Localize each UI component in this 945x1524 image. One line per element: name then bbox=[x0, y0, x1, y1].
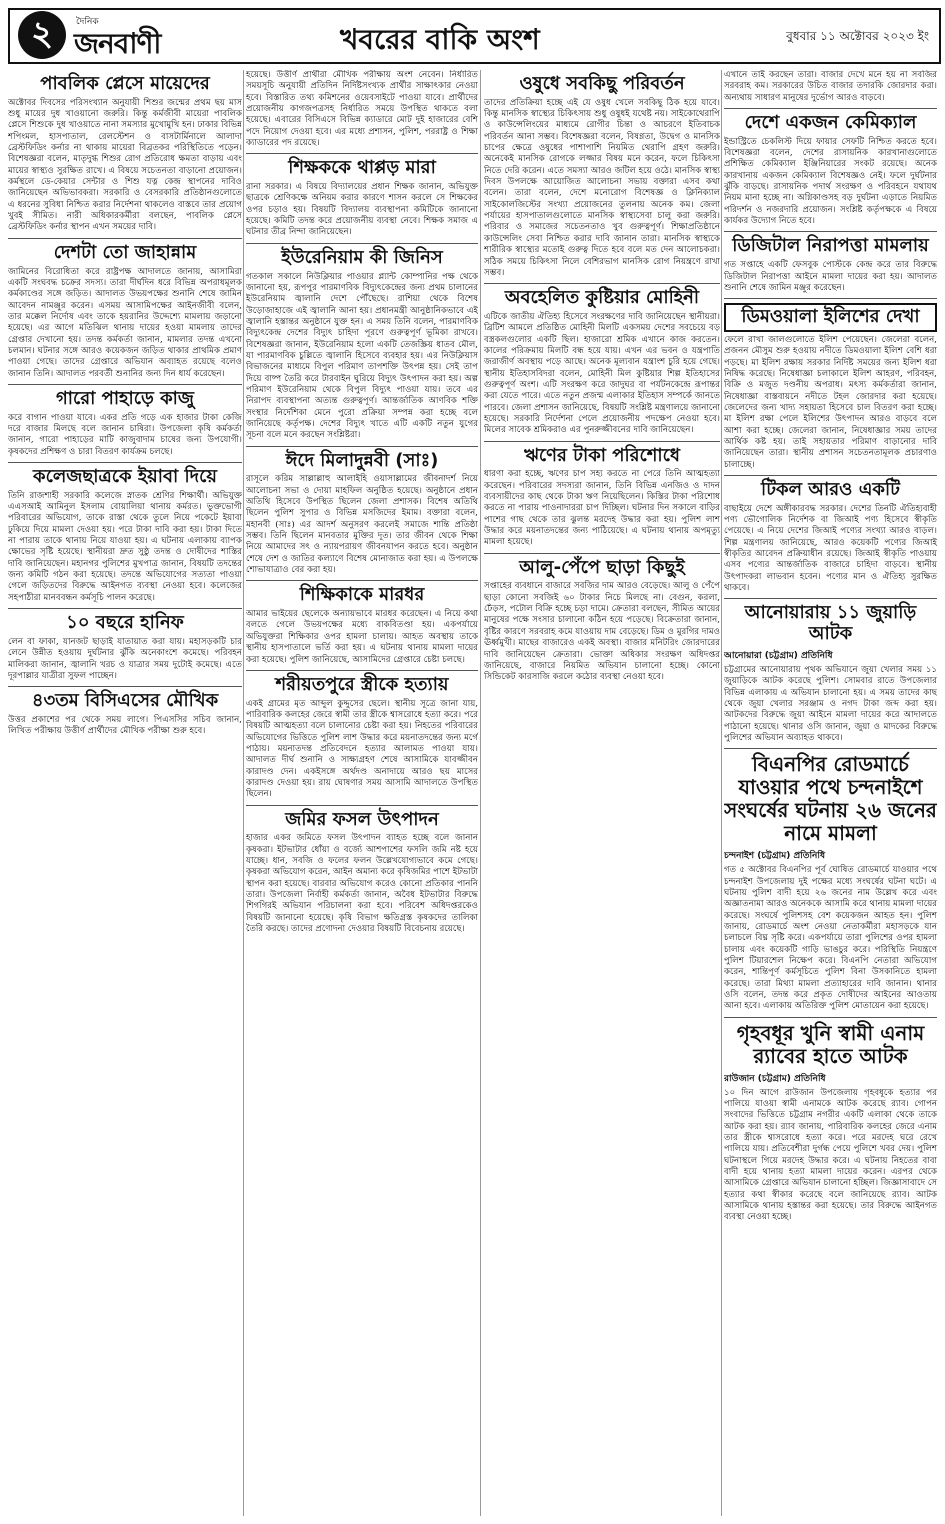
story-headline: দেশে একজন কেমিক্যাল bbox=[744, 112, 917, 134]
column-rule bbox=[243, 70, 244, 1516]
divider bbox=[246, 153, 478, 154]
story bbox=[8, 389, 242, 458]
divider bbox=[8, 608, 242, 609]
column-2 bbox=[246, 70, 478, 1516]
story-body: জামিনের বিরোধিতা করে রাষ্ট্রপক্ষ আদালতে জানায়, আসামিরা একটি সংঘবদ্ধ চক্রের সদস্য। তারা দীর্ঘদিন ধরে বিভিন্ন অপরাধমূলক কর্মকাণ্ডের সঙ্গে জড়িত। আদালত উভয়পক্ষের শুনানি শেষে জামিন আবেদন নামঞ্জুর করেন। এসময় আসামিপক্ষের আইনজীবী বলেন, তার মক্কেল নির্দোষ এবং তাকে হয়রানির উদ্দেশ্যে মামলায় জড়ানো হয়েছে। এর আগে মতিঝিল থানায় দায়ের হওয়া মামলায় তাদের গ্রেপ্তার দেখানো হয়। তদন্ত কর্মকর্তা জানান, মামলার তদন্ত এখনো চলমান। ঘটনার সঙ্গে আরও কয়েকজন জড়িত থাকার প্রাথমিক প্রমাণ পাওয়া গেছে। তাদের গ্রেপ্তারে অভিযান অব্যাহত রয়েছে বলেও জানান তিনি। আদালত পরবর্তী শুনানির জন্য দিন ধার্য করেছেন। bbox=[8, 266, 242, 379]
story bbox=[8, 467, 242, 604]
story bbox=[484, 446, 720, 549]
column-rule bbox=[480, 70, 481, 1516]
story-byline: চন্দনাইশ (চট্টগ্রাম) প্রতিনিধি bbox=[724, 851, 826, 862]
story bbox=[8, 74, 242, 234]
story bbox=[724, 1022, 937, 1224]
story bbox=[724, 480, 937, 594]
divider bbox=[246, 243, 478, 244]
story-headline: ঋণের টাকা পরিশোধে bbox=[524, 444, 680, 466]
divider bbox=[246, 446, 478, 447]
story-headline: শিক্ষককে থাপ্পড় মারা bbox=[288, 157, 436, 179]
story bbox=[724, 303, 937, 471]
divider bbox=[484, 553, 720, 554]
story bbox=[246, 675, 478, 801]
divider bbox=[724, 475, 937, 476]
story-headline: ডিজিটাল নিরাপত্তা মামলায় bbox=[732, 235, 929, 257]
paper-name: জনবাণী bbox=[74, 27, 161, 60]
story-body: করে বাগান পাওয়া যাবে। একর প্রতি গড়ে এক হাজার টাকা কেজি দরে বাজার মিলছে বলে জানান চাষিরা। উপজেলা কৃষি কর্মকর্তা জানান, গারো পাহাড়ের মাটি কাজুবাদাম চাষের জন্য উপযোগী। কৃষকদের প্রশিক্ষণ ও চারা বিতরণ কার্যক্রম চলছে। bbox=[8, 412, 242, 457]
story bbox=[246, 810, 478, 936]
story-body: রাসূলে করিম সাল্লাল্লাহু আলাইহি ওয়াসাল্লামের জীবনাদর্শ নিয়ে আলোচনা সভা ও দোয়া মাহফিল অনুষ্ঠিত হয়েছে। অনুষ্ঠানে প্রধান অতিথি হিসেবে উপস্থিত ছিলেন জেলা প্রশাসক। বিশেষ অতিথি ছিলেন পুলিশ সুপার ও বিভিন্ন মসজিদের ইমাম। বক্তারা বলেন, মহানবী (সাঃ) এর আদর্শ অনুসরণ করলেই সমাজে শান্তি প্রতিষ্ঠা সম্ভব। তিনি ছিলেন মানবতার মুক্তির দূত। তার জীবন থেকে শিক্ষা নিয়ে আমাদের সৎ ও ন্যায়পরায়ণ জীবনযাপন করতে হবে। অনুষ্ঠান শেষে দেশ ও জাতির কল্যাণে বিশেষ মোনাজাত করা হয়। এ উপলক্ষে শোভাযাত্রাও বের করা হয়। bbox=[246, 474, 478, 576]
story-body: ফেলে রাখা জালগুলোতে ইলিশ পেয়েছেন। জেলেরা বলেন, প্রজনন মৌসুম শুরু হওয়ায় নদীতে ডিমওয়ালা ইলিশ বেশি ধরা পড়ছে। মা ইলিশ রক্ষায় সরকার নির্দিষ্ট সময়ের জন্য ইলিশ ধরা নিষিদ্ধ করেছে। নিষেধাজ্ঞা চলাকালে ইলিশ আহরণ, পরিবহন, বিক্রি ও মজুত দণ্ডনীয় অপরাধ। মৎস্য কর্মকর্তারা জানান, নিষেধাজ্ঞা বাস্তবায়নে নদীতে টহল জোরদার করা হয়েছে। জেলেদের জন্য খাদ্য সহায়তা হিসেবে চাল বিতরণ করা হচ্ছে। মা ইলিশ রক্ষা পেলে ইলিশের উৎপাদন আরও বাড়বে বলে আশা করা হচ্ছে। জেলেরা জানান, নিষেধাজ্ঞার সময় তাদের আর্থিক কষ্ট হয়। তাই সহায়তার পরিমাণ বাড়ানোর দাবি জানিয়েছেন তারা। স্থানীয় প্রশাসন সচেতনতামূলক প্রচারণাও চালাচ্ছে। bbox=[724, 334, 937, 470]
divider bbox=[724, 298, 937, 299]
story-headline: কলেজছাত্রকে ইয়াবা দিয়ে bbox=[33, 466, 217, 487]
story-headline: ওষুধে সবকিছু পরিবর্তন bbox=[519, 73, 685, 94]
column-rule bbox=[721, 70, 722, 1516]
story-headline: শরীয়তপুরে স্ত্রীকে হত্যায় bbox=[275, 673, 449, 695]
story-body: সপ্তাহের ব্যবধানে বাজারে সবজির দাম আরও বেড়েছে। আলু ও পেঁপে ছাড়া কোনো সবজিই ৬০ টাকার নিচে মিলছে না। বেগুন, করলা, ঢেঁড়স, পটোল বিক্রি হচ্ছে চড়া দামে। ক্রেতারা বলছেন, সীমিত আয়ের মানুষের পক্ষে সংসার চালানো কঠিন হয়ে পড়েছে। বিক্রেতারা জানান, বৃষ্টির কারণে সরবরাহ কমে যাওয়ায় দাম বেড়েছে। ডিম ও মুরগির দামও ঊর্ধ্বমুখী। মাছের বাজারেও একই অবস্থা। বাজার মনিটরিং জোরদারের দাবি জানিয়েছেন ক্রেতারা। ভোক্তা অধিকার সংরক্ষণ অধিদপ্তর জানিয়েছে, বাজারে নিয়মিত অভিযান চালানো হচ্ছে। কোনো সিন্ডিকেট কারসাজি করলে কঠোর ব্যবস্থা নেওয়া হবে। bbox=[484, 581, 720, 683]
newspaper-logo bbox=[10, 10, 160, 62]
story-body: গত সপ্তাহে একটি ফেসবুক পোস্টকে কেন্দ্র করে তার বিরুদ্ধে ডিজিটাল নিরাপত্তা আইনে মামলা দায়ের করা হয়। আদালত শুনানি শেষে জামিন মঞ্জুর করেছেন। bbox=[724, 260, 937, 293]
story-body: চট্টগ্রামের আনোয়ারায় পৃথক অভিযানে জুয়া খেলার সময় ১১ জুয়াড়িকে আটক করেছে পুলিশ। সোমবার রাতে উপজেলার বিভিন্ন এলাকায় এ অভিযান চালানো হয়। এ সময় তাদের কাছ থেকে জুয়া খেলার সরঞ্জাম ও নগদ টাকা জব্দ করা হয়। আটকদের বিরুদ্ধে জুয়া আইনে মামলা দায়ের করে আদালতে পাঠানো হয়েছে। থানার ওসি জানান, জুয়া ও মাদকের বিরুদ্ধে পুলিশের অভিযান অব্যাহত থাকবে। bbox=[724, 664, 937, 743]
story-body: গতকাল সকালে নিউক্লিয়ার পাওয়ার প্ল্যান্ট কোম্পানির পক্ষ থেকে জানানো হয়, রূপপুর পারমাণবিক বিদ্যুৎকেন্দ্রের জন্য প্রথম চালানের ইউরেনিয়াম জ্বালানি দেশে পৌঁছেছে। রাশিয়া থেকে বিশেষ উড়োজাহাজে এই জ্বালানি আনা হয়। প্রধানমন্ত্রী আনুষ্ঠানিকভাবে এই জ্বালানি হস্তান্তর অনুষ্ঠানে যুক্ত হন। এ সময় তিনি বলেন, পারমাণবিক বিদ্যুৎকেন্দ্র দেশের বিদ্যুৎ চাহিদা পূরণে গুরুত্বপূর্ণ ভূমিকা রাখবে। বিশেষজ্ঞরা জানান, ইউরেনিয়াম হলো একটি তেজস্ক্রিয় ধাতব মৌল, যা পারমাণবিক চুল্লিতে জ্বালানি হিসেবে ব্যবহার হয়। এর নিউক্লিয়াস বিভাজনের মাধ্যমে বিপুল পরিমাণ তাপশক্তি উৎপন্ন হয়। সেই তাপ দিয়ে বাষ্প তৈরি করে টারবাইন ঘুরিয়ে বিদ্যুৎ উৎপাদন করা হয়। অল্প পরিমাণ ইউরেনিয়াম থেকে বিপুল বিদ্যুৎ পাওয়া যায়। তবে এর নিরাপদ ব্যবস্থাপনা অত্যন্ত গুরুত্বপূর্ণ। আন্তর্জাতিক আণবিক শক্তি সংস্থার নির্দেশিকা মেনে পুরো প্রক্রিয়া সম্পন্ন করা হচ্ছে বলে জানিয়েছে কর্তৃপক্ষ। দেশের বিদ্যুৎ খাতে এটি একটি নতুন যুগের সূচনা বলে মনে করছেন সংশ্লিষ্টরা। bbox=[246, 271, 478, 441]
story-body: এখানে তাই করছেন তারা। বাজার দেখে মনে হয় না সবজির সরবরাহ কম। সরকারের উচিত বাজার তদারকি জোরদার করা। অন্যথায় সাধারণ মানুষের দুর্ভোগ আরও বাড়বে। bbox=[724, 70, 937, 103]
column-4 bbox=[724, 70, 937, 1516]
story-body: তাদের প্রতিক্রিয়া হচ্ছে এই যে ওষুধ খেলে সবকিছু ঠিক হয়ে যাবে। কিন্তু মানসিক স্বাস্থ্যের চিকিৎসায় শুধু ওষুধই যথেষ্ট নয়। সাইকোথেরাপি ও কাউন্সেলিংয়ের মাধ্যমে রোগীর চিন্তা ও আচরণে ইতিবাচক পরিবর্তন আনা সম্ভব। বিশেষজ্ঞরা বলেন, বিষণ্ণতা, উদ্বেগ ও মানসিক চাপের ক্ষেত্রে ওষুধের পাশাপাশি নিয়মিত থেরাপি গ্রহণ জরুরি। অনেকেই মানসিক রোগকে লজ্জার বিষয় মনে করেন, ফলে চিকিৎসা নিতে দেরি করেন। এতে সমস্যা আরও জটিল হয়ে ওঠে। মানসিক স্বাস্থ্য দিবস উপলক্ষে আয়োজিত আলোচনা সভায় বক্তারা এসব কথা বলেন। তারা বলেন, দেশে মনোরোগ বিশেষজ্ঞ ও ক্লিনিক্যাল সাইকোলজিস্টের সংখ্যা প্রয়োজনের তুলনায় অনেক কম। জেলা পর্যায়ের হাসপাতালগুলোতে মানসিক স্বাস্থ্যসেবা চালু করা জরুরি। পরিবার ও সমাজের সচেতনতাও খুব গুরুত্বপূর্ণ। শিক্ষাপ্রতিষ্ঠানে কাউন্সেলিং সেবা নিশ্চিত করার দাবি জানান তারা। মানসিক স্বাস্থ্যকে শারীরিক স্বাস্থ্যের মতোই গুরুত্ব দিতে হবে বলে মত দেন আলোচকরা। সঠিক সময়ে চিকিৎসা নিলে বেশিরভাগ মানসিক রোগ নিয়ন্ত্রণে রাখা সম্ভব। bbox=[484, 97, 720, 278]
story bbox=[484, 288, 720, 436]
story bbox=[484, 558, 720, 684]
story bbox=[724, 113, 937, 227]
story bbox=[246, 248, 478, 442]
story-headline: ইউরেনিয়াম কী জিনিস bbox=[281, 246, 443, 268]
divider bbox=[8, 462, 242, 463]
story-body: ধারণা করা হচ্ছে, ঋণের চাপ সহ্য করতে না পেরে তিনি আত্মহত্যা করেছেন। পরিবারের সদস্যরা জানান, তিনি বিভিন্ন এনজিও ও দাদন ব্যবসায়ীদের কাছ থেকে টাকা ঋণ নিয়েছিলেন। কিস্তির টাকা পরিশোধ করতে না পারায় পাওনাদাররা চাপ দিচ্ছিল। ঘটনার দিন সকালে বাড়ির পাশের গাছ থেকে তার ঝুলন্ত মরদেহ উদ্ধার করা হয়। পুলিশ লাশ উদ্ধার করে ময়নাতদন্তের জন্য পাঠিয়েছে। এ ঘটনায় থানায় অপমৃত্যু মামলা হয়েছে। bbox=[484, 469, 720, 548]
story-body: গত ৫ অক্টোবর বিএনপির পূর্ব ঘোষিত রোডমার্চে যাওয়ার পথে চন্দনাইশ উপজেলায় দুই পক্ষের মধ্যে সংঘর্ষের ঘটনা ঘটে। এ ঘটনায় পুলিশ বাদী হয়ে ২৬ জনের নাম উল্লেখ করে এবং অজ্ঞাতনামা আরও অনেককে আসামি করে থানায় মামলা দায়ের করেছে। সংঘর্ষে পুলিশসহ বেশ কয়েকজন আহত হন। পুলিশ জানায়, রোডমার্চে অংশ নেওয়া নেতাকর্মীরা মহাসড়কে যান চলাচলে বিঘ্ন সৃষ্টি করে। একপর্যায়ে তারা পুলিশের ওপর হামলা চালায় এবং কয়েকটি গাড়ি ভাঙচুর করে। পরিস্থিতি নিয়ন্ত্রণে পুলিশ টিয়ারশেল নিক্ষেপ করে। বিএনপি নেতারা অভিযোগ করেন, শান্তিপূর্ণ কর্মসূচিতে পুলিশ বিনা উসকানিতে হামলা করেছে। তারা মিথ্যা মামলা প্রত্যাহারের দাবি জানান। থানার ওসি বলেন, তদন্ত করে প্রকৃত দোষীদের আইনের আওতায় আনা হবে। এলাকায় অতিরিক্ত পুলিশ মোতায়েন করা হয়েছে। bbox=[724, 865, 937, 1012]
story-headline: আনোয়ারায় ১১ জুয়াড়ি আটক bbox=[744, 602, 917, 645]
story-byline: আনোয়ারা (চট্টগ্রাম) প্রতিনিধি bbox=[724, 650, 833, 661]
story-body: ১০ দিন আগে রাউজান উপজেলায় গৃহবধূকে হত্যার পর পালিয়ে যাওয়া স্বামী এনামকে আটক করেছে র‌্যাব। গোপন সংবাদের ভিত্তিতে চট্টগ্রাম নগরীর একটি এলাকা থেকে তাকে আটক করা হয়। র‌্যাব জানায়, পারিবারিক কলহের জেরে এনাম তার স্ত্রীকে শ্বাসরোধে হত্যা করে। পরে মরদেহ ঘরে রেখে পালিয়ে যায়। প্রতিবেশীরা দুর্গন্ধ পেয়ে পুলিশে খবর দেয়। পুলিশ ঘটনাস্থলে গিয়ে মরদেহ উদ্ধার করে। এ ঘটনায় নিহতের বাবা বাদী হয়ে থানায় হত্যা মামলা দায়ের করেন। এরপর থেকে আসামিকে গ্রেপ্তারে অভিযান চালানো হচ্ছিল। জিজ্ঞাসাবাদে সে হত্যার কথা স্বীকার করেছে বলে জানিয়েছে র‌্যাব। আটক আসামিকে থানায় হস্তান্তর করা হয়েছে। তার বিরুদ্ধে আইনগত ব্যবস্থা নেওয়া হচ্ছে। bbox=[724, 1087, 937, 1223]
story-byline: রাউজান (চট্টগ্রাম) প্রতিনিধি bbox=[724, 1073, 826, 1084]
story bbox=[724, 753, 937, 1012]
divider bbox=[246, 805, 478, 806]
story bbox=[724, 603, 937, 744]
divider bbox=[246, 670, 478, 671]
story-body: ইন্ডাস্ট্রিতে চেকলিস্ট দিয়ে ফায়ার সেফটি নিশ্চিত করতে হবে। বিশেষজ্ঞরা বলেন, দেশের রাসায়নিক কারখানাগুলোতে প্রশিক্ষিত কেমিক্যাল ইঞ্জিনিয়ারের সংকট রয়েছে। অনেক কারখানায় একজন কেমিক্যাল বিশেষজ্ঞও নেই। ফলে দুর্ঘটনার ঝুঁকি বাড়ছে। রাসায়নিক পদার্থ সংরক্ষণ ও পরিবহনে যথাযথ নিয়ম মানা হচ্ছে না। অগ্নিকাণ্ডসহ বড় দুর্ঘটনা এড়াতে নিয়মিত পরিদর্শন ও নজরদারি প্রয়োজন। সংশ্লিষ্ট কর্তৃপক্ষকে এ বিষয়ে কার্যকর উদ্যোগ নিতে হবে। bbox=[724, 136, 937, 227]
story bbox=[724, 236, 937, 294]
story bbox=[246, 158, 478, 238]
story-headline: আলু-পেঁপে ছাড়া কিছুই bbox=[519, 556, 685, 578]
story-body: উত্তর প্রকাশের পর থেকে সময় লাগে। পিএসসির সচিব জানান, লিখিত পরীক্ষায় উত্তীর্ণ প্রার্থীদের মৌখিক পরীক্ষা শুরু হবে। bbox=[8, 714, 242, 737]
story-body: রানা সরকার। এ বিষয়ে বিদ্যালয়ের প্রধান শিক্ষক জানান, অভিযুক্ত ছাত্রকে শ্রেণিকক্ষে অনিয়ম করার কারণে শাসন করলে সে শিক্ষকের ওপর চড়াও হয়। বিষয়টি বিদ্যালয় ব্যবস্থাপনা কমিটিকে জানানো হয়েছে। কমিটি তদন্ত করে প্রয়োজনীয় ব্যবস্থা নেবে। শিক্ষক সমাজ এ ঘটনার তীব্র নিন্দা জানিয়েছেন। bbox=[246, 182, 478, 238]
column-3 bbox=[484, 70, 720, 1516]
story bbox=[246, 585, 478, 665]
divider bbox=[724, 748, 937, 749]
story bbox=[246, 451, 478, 577]
story bbox=[246, 70, 478, 149]
story-headline: গৃহবধূর খুনি স্বামী এনাম র‌্যাবের হাতে আটক bbox=[736, 1020, 925, 1068]
story-headline: শিক্ষিকাকে মারধর bbox=[299, 584, 425, 606]
story-headline: জমির ফসল উৎপাদন bbox=[285, 808, 439, 830]
story-headline: অবহেলিত কুষ্টিয়ার মোহিনী bbox=[504, 287, 700, 309]
story-body: এটিকে জাতীয় ঐতিহ্য হিসেবে সংরক্ষণের দাবি জানিয়েছেন স্থানীয়রা। ব্রিটিশ আমলে প্রতিষ্ঠিত মোহিনী মিলটি একসময় দেশের সবচেয়ে বড় বস্ত্রকলগুলোর একটি ছিল। হাজারো শ্রমিক এখানে কাজ করতেন। কালের পরিক্রমায় মিলটি বন্ধ হয়ে যায়। এখন এর ভবন ও যন্ত্রপাতি জরাজীর্ণ অবস্থায় পড়ে আছে। অনেক মূল্যবান যন্ত্রাংশ চুরি হয়ে গেছে। স্থানীয় ইতিহাসবিদরা বলেন, মোহিনী মিল কুষ্টিয়ার শিল্প ইতিহাসের গুরুত্বপূর্ণ অংশ। এটি সংরক্ষণ করে জাদুঘর বা পর্যটনকেন্দ্রে রূপান্তর করা যেতে পারে। এতে নতুন প্রজন্ম এলাকার ইতিহাস সম্পর্কে জানতে পারবে। জেলা প্রশাসন জানিয়েছে, বিষয়টি সংশ্লিষ্ট মন্ত্রণালয়ে জানানো হয়েছে। সরকারি নির্দেশনা পেলে প্রয়োজনীয় পদক্ষেপ নেওয়া হবে। মিলের সাবেক শ্রমিকরাও এর পুনরুজ্জীবনের দাবি জানিয়েছেন। bbox=[484, 311, 720, 436]
story bbox=[724, 70, 937, 104]
story-headline: গারো পাহাড়ে কাজু bbox=[55, 387, 195, 409]
divider bbox=[724, 1017, 937, 1018]
story-headline: দেশটা তো জাহান্নাম bbox=[53, 241, 197, 263]
divider bbox=[724, 108, 937, 109]
story bbox=[8, 613, 242, 682]
divider bbox=[246, 580, 478, 581]
divider bbox=[724, 598, 937, 599]
column-1 bbox=[8, 70, 242, 1516]
divider bbox=[8, 384, 242, 385]
masthead bbox=[8, 8, 941, 64]
paper-daily-label: দৈনিক bbox=[76, 17, 99, 27]
divider bbox=[8, 238, 242, 239]
story-body: আমার ভাইয়ের ছেলেকে অন্যায়ভাবে মারধর করেছেন। এ নিয়ে কথা বলতে গেলে উভয়পক্ষের মধ্যে বাকবিতণ্ডা হয়। একপর্যায়ে অভিযুক্তরা শিক্ষিকার ওপর হামলা চালায়। আহত অবস্থায় তাকে স্থানীয় হাসপাতালে ভর্তি করা হয়। এ ঘটনায় থানায় মামলা দায়ের করা হয়েছে। পুলিশ জানিয়েছে, আসামিদের গ্রেপ্তারে চেষ্টা চলছে। bbox=[246, 609, 478, 665]
story-body: অক্টোবর দিবসের পরিসংখ্যান অনুযায়ী শিশুর জন্মের প্রথম ছয় মাস শুধু মায়ের দুধ খাওয়ানো জরুরি। কিন্তু কর্মজীবী মায়েরা পাবলিক প্লেসে শিশুকে দুধ খাওয়াতে নানা সমস্যার মুখোমুখি হন। ঢাকার বিভিন্ন শপিংমল, হাসপাতাল, রেলস্টেশন ও বাসটার্মিনালে আলাদা ব্রেস্টফিডিং কর্নার না থাকায় মায়েরা বিব্রতকর পরিস্থিতিতে পড়েন। বিশেষজ্ঞরা বলেন, মাতৃদুগ্ধ শিশুর রোগ প্রতিরোধ ক্ষমতা বাড়ায় এবং মায়ের স্বাস্থ্যও সুরক্ষিত রাখে। এ বিষয়ে সচেতনতা বাড়ানো প্রয়োজন। কর্মস্থলে ডে-কেয়ার সেন্টার ও শিশু যত্ন কেন্দ্র স্থাপনের দাবিও জানিয়েছেন অভিভাবকরা। সরকারি ও বেসরকারি প্রতিষ্ঠানগুলোতে এ ধরনের সুবিধা নিশ্চিত করার নির্দেশনা থাকলেও বাস্তবে তার প্রয়োগ খুবই সীমিত। নারী অধিকারকর্মীরা বলছেন, পাবলিক প্লেসে ব্রেস্টফিডিং কর্নার স্থাপন এখন সময়ের দাবি। bbox=[8, 97, 242, 233]
section-title: খবরের বাকি অংশ bbox=[340, 23, 540, 56]
story-headline: ডিমওয়ালা ইলিশের দেখা bbox=[724, 303, 937, 332]
divider bbox=[724, 231, 937, 232]
story-headline: বিএনপির রোডমার্চে যাওয়ার পথে চন্দনাইশে সংঘর্ষের ঘটনায় ২৬ জনের নামে মামলা bbox=[724, 752, 937, 846]
story-headline: ১০ বছরে হানিফ bbox=[66, 612, 184, 634]
divider bbox=[8, 686, 242, 687]
divider bbox=[484, 441, 720, 442]
story-headline: পাবলিক প্লেসে মায়েদের bbox=[40, 73, 210, 94]
story-headline: ৪৩তম বিসিএসের মৌখিক bbox=[31, 690, 219, 712]
story bbox=[8, 243, 242, 380]
story bbox=[484, 74, 720, 279]
story-body: বাছাইয়ে দেশে অঙ্গীকারবদ্ধ সরকার। দেশের তিনটি ঐতিহ্যবাহী পণ্য ভৌগোলিক নির্দেশক বা জিআই পণ্য হিসেবে স্বীকৃতি পেয়েছে। এ নিয়ে দেশের জিআই পণ্যের সংখ্যা আরও বাড়ল। শিল্প মন্ত্রণালয় জানিয়েছে, আরও কয়েকটি পণ্যের জিআই স্বীকৃতির আবেদন প্রক্রিয়াধীন রয়েছে। জিআই স্বীকৃতি পাওয়ায় এসব পণ্যের আন্তর্জাতিক বাজারে চাহিদা বাড়বে। স্থানীয় উৎপাদকরা লাভবান হবেন। পণ্যের মান ও ঐতিহ্য সুরক্ষিত থাকবে। bbox=[724, 503, 937, 594]
story-body: একই গ্রামের মৃত আব্দুল কুদ্দুসের ছেলে। স্থানীয় সূত্রে জানা যায়, পারিবারিক কলহের জেরে স্বামী তার স্ত্রীকে শ্বাসরোধে হত্যা করে। পরে বিষয়টি আত্মহত্যা বলে চালানোর চেষ্টা করা হয়। নিহতের পরিবারের অভিযোগের ভিত্তিতে পুলিশ লাশ উদ্ধার করে ময়নাতদন্তের জন্য মর্গে পাঠায়। ময়নাতদন্ত প্রতিবেদনে হত্যার আলামত পাওয়া যায়। আদালত দীর্ঘ শুনানি ও সাক্ষ্যগ্রহণ শেষে আসামিকে যাবজ্জীবন কারাদণ্ড দেন। একইসঙ্গে অর্থদণ্ড অনাদায়ে আরও ছয় মাসের কারাদণ্ড দেওয়া হয়। রায় ঘোষণার সময় আসামি আদালতে উপস্থিত ছিলেন। bbox=[246, 698, 478, 800]
story-headline: ঈদে মিলাদুন্নবী (সাঃ) bbox=[285, 449, 439, 471]
story-body: হয়েছে। উত্তীর্ণ প্রার্থীরা মৌখিক পরীক্ষায় অংশ নেবেন। নির্ধারিত সময়সূচি অনুযায়ী প্রতিদিন নির্দিষ্টসংখ্যক প্রার্থীর সাক্ষাৎকার নেওয়া হবে। বিস্তারিত তথ্য কমিশনের ওয়েবসাইটে পাওয়া যাবে। প্রার্থীদের প্রয়োজনীয় কাগজপত্রসহ নির্ধারিত সময়ে উপস্থিত থাকতে বলা হয়েছে। এবারের বিসিএসে বিভিন্ন ক্যাডারে মোট দুই হাজারের বেশি পদে নিয়োগ দেওয়া হবে। এর মধ্যে প্রশাসন, পুলিশ, পররাষ্ট্র ও শিক্ষা ক্যাডারের পদ রয়েছে। bbox=[246, 70, 478, 149]
issue-date: বুধবার ১১ অক্টোবর ২০২৩ ইং bbox=[786, 29, 929, 43]
story-body: হাজার একর জমিতে ফসল উৎপাদন ব্যাহত হচ্ছে বলে জানান কৃষকরা। ইটভাটার ধোঁয়া ও বর্জ্যে আশপাশের ফসলি জমি নষ্ট হয়ে যাচ্ছে। ধান, সবজি ও ফলের ফলন উল্লেখযোগ্যভাবে কমে গেছে। কৃষকরা অভিযোগ করেন, আইন অমান্য করে কৃষিজমির পাশে ইটভাটা স্থাপন করা হয়েছে। বারবার অভিযোগ করেও কোনো প্রতিকার পাননি তারা। উপজেলা নির্বাহী কর্মকর্তা জানান, অবৈধ ইটভাটার বিরুদ্ধে শিগগিরই অভিযান পরিচালনা করা হবে। পরিবেশ অধিদপ্তরকেও বিষয়টি জানানো হয়েছে। কৃষি বিভাগ ক্ষতিগ্রস্ত কৃষকদের তালিকা তৈরি করছে। তাদের প্রণোদনা দেওয়ার বিষয়টি বিবেচনায় রয়েছে। bbox=[246, 833, 478, 935]
story-body: তিনি রাজশাহী সরকারি কলেজে স্নাতক শ্রেণির শিক্ষার্থী। অভিযুক্ত এএসআই আমিনুল ইসলাম বোয়ালিয়া থানায় কর্মরত। ভুক্তভোগী পরিবারের অভিযোগ, তাকে রাস্তা থেকে তুলে নিয়ে পকেটে ইয়াবা ঢুকিয়ে দিয়ে মামলা দেওয়া হয়। পরে টাকা দাবি করা হয়। টাকা দিতে না পারায় তাকে থানায় নিয়ে যাওয়া হয়। এ ঘটনায় এলাকায় ব্যাপক ক্ষোভের সৃষ্টি হয়েছে। স্থানীয়রা দ্রুত সুষ্ঠু তদন্ত ও দোষীদের শাস্তির দাবি জানিয়েছেন। মহানগর পুলিশের মুখপাত্র জানান, বিষয়টি তদন্তের জন্য কমিটি গঠন করা হয়েছে। তদন্তে অভিযোগের সত্যতা পাওয়া গেলে জড়িতদের বিরুদ্ধে আইনগত ব্যবস্থা নেওয়া হবে। কলেজের সহপাঠীরা মানববন্ধন কর্মসূচি পালন করেছে। bbox=[8, 490, 242, 603]
story bbox=[8, 691, 242, 737]
story-body: লেন বা ফাকা, যানজট ছাড়াই যাতায়াত করা যায়। মহাসড়কটি চার লেনে উন্নীত হওয়ায় দুর্ঘটনার ঝুঁকি অনেকাংশে কমেছে। পরিবহন মালিকরা জানান, জ্বালানি খরচ ও যাত্রার সময় দুটোই কমেছে। এতে দূরপাল্লার যাত্রীরা সুফল পাচ্ছেন। bbox=[8, 636, 242, 681]
story-headline: টিকল আরও একটি bbox=[761, 479, 900, 500]
divider bbox=[484, 283, 720, 284]
page-number: ২ bbox=[18, 11, 66, 59]
